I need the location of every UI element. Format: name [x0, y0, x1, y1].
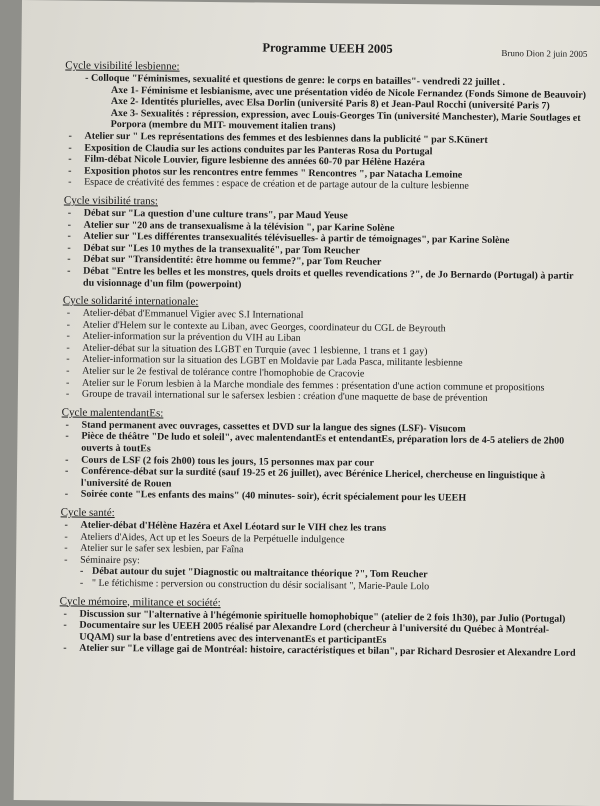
list-item: - Atelier-débat d'Hélène Hazéra et Axel Léotard sur le VIH chez les trans: [62, 519, 582, 536]
section-heading: Cycle santé:: [60, 506, 115, 519]
section-item-list: [65, 207, 586, 294]
list-item: - Atelier-information sur la situation des LGBT en Moldavie par Lada Pasca, militante lesbienne: [64, 354, 584, 371]
list-item: - Débat "Entre les belles et les monstres, quels droits et quelles revendications ?", de Jo Bernardo (Portugal) à partir du visionnage d'un film (powerpoint): [65, 265, 585, 294]
program-section: [65, 194, 586, 294]
list-item: - Atelier sur le safer sex lesbien, par Faîna: [62, 543, 582, 560]
list-item: - Documentaire sur les UEEH 2005 réalisé par Alexandre Lord (chercheur à l'université du Québec à Montréal- UQAM) sur la base d'entretiens avec des intervenantEs et participantEs: [61, 620, 581, 649]
list-item: - Cours de LSF (2 fois 2h00) tous les jours, 15 personnes max par cour: [63, 454, 583, 471]
list-item: - Atelier d'Helem sur le contexte au Liban, avec Georges, coordinateur du CGL de Beyrouth: [65, 319, 585, 336]
program-section: [61, 595, 582, 660]
list-item: - Atelier sur "Les différentes transexualités télévisuelles- à partir de témoignages", par Karine Solène: [65, 231, 585, 248]
list-item: - " Le fétichisme : perversion ou construction du désir socialisant ", Marie-Paule Lolo: [62, 577, 582, 594]
section-heading: Cycle visibilité trans:: [63, 194, 159, 208]
list-item: - Espace de créativité des femmes : espace de création et de partage autour de la culture lesbienne: [66, 177, 586, 194]
list-item: - Atelier-débat sur la situation des LGBT en Turquie (avec 1 lesbienne, 1 trans et 1 gay): [64, 342, 584, 359]
list-item: - Conférence-débat sur la surdité (sauf 19-25 et 26 juillet), avec Bérénice Lhericel, chercheuse en linguistique à l'université de Rouen: [63, 466, 583, 495]
list-item: - Débat sur "Transidentité: être homme ou femme?", par Tom Reucher: [65, 254, 585, 271]
list-item: - Atelier sur le 2e festival de tolérance contre l'homophobie de Cracovie: [64, 366, 584, 383]
list-item: - Stand permanent avec ouvrages, cassettes et DVD sur la langue des signes (LSF)- Visucom: [63, 419, 583, 436]
list-item: - Débat sur "La question d'une culture trans", par Maud Yeuse: [66, 207, 586, 224]
list-item: Axe 2- Identités plurielles, avec Elsa Dorlin (université Paris 8) et Jean-Paul Rocchi (université Paris 7): [110, 96, 550, 112]
list-item: - Atelier sur "Le village gai de Montréal: histoire, caractéristiques et bilan", par Richard Desrosier et Alexandre Lord: [61, 643, 581, 660]
section-item-list: [61, 608, 581, 660]
section-heading: Cycle mémoire, militance et société:: [59, 594, 221, 609]
list-item: - Atelier-débat d'Emmanuel Vigier avec S.I International: [65, 308, 585, 325]
list-item: - Atelier sur le Forum lesbien à la Marche mondiale des femmes : présentation d'une action commune et propositions: [64, 377, 584, 394]
section-item-list: [66, 72, 587, 193]
section-item-list: [62, 519, 583, 594]
document-title: Programme UEEH 2005: [262, 40, 393, 56]
section-heading: Cycle malentendantEs:: [61, 406, 164, 420]
list-item: - Débat sur "Les 10 mythes de la transexualité", par Tom Reucher: [65, 242, 585, 259]
list-item: - Film-débat Nicole Louvier, figure lesbienne des années 60-70 par Hélène Hazéra: [66, 154, 586, 171]
section-item-list: [63, 419, 584, 506]
list-item: - Exposition de Claudia sur les actions conduites par les Panteras Rosa du Portugal: [66, 142, 586, 159]
list-item: - Exposition photos sur les rencontres entre femmes " Rencontres ", par Natacha Lemoine: [66, 165, 586, 182]
section-heading: Cycle solidarité internationale:: [62, 294, 199, 308]
list-item: Axe 3- Sexualités : répression, expression, avec Louis-Georges Tin (université Manchester), Marie Soutlages et Porpora (membre du MIT- mouvement italien trans): [110, 107, 581, 133]
list-item: - Colloque "Féminismes, sexualité et questions de genre: le corps en batailles"- vendredi 22 juillet .: [85, 72, 506, 89]
list-item: - Soirée conte "Les enfants des mains" (40 minutes- soir), écrit spécialement pour les UEEH: [63, 489, 583, 506]
list-item: - Atelier sur "20 ans de transexualisme à la télévision ", par Karine Solène: [66, 219, 586, 236]
list-item: - Groupe de travail international sur le safersex lesbien : création d'une maquette de base de prévention: [64, 389, 584, 406]
list-item: - Pièce de théâtre "De ludo et soleil", avec malentendantEs et entendantEs, préparation lors de 4-5 ateliers de 2h00 ouverts à toutEs: [63, 431, 583, 460]
program-section: [63, 406, 584, 506]
section-item-list: [64, 308, 585, 406]
section-heading: Cycle visibilité lesbienne:: [65, 59, 180, 73]
program-sections: [61, 59, 587, 659]
list-item: - Atelier-information sur la prévention du VIH au Liban: [64, 331, 584, 348]
paper-sheet: [14, 0, 600, 806]
document-body: [61, 38, 587, 659]
program-section: [62, 506, 583, 594]
list-item: - Séminaire psy:: [62, 554, 582, 571]
program-section: [66, 59, 587, 193]
program-section: [64, 295, 585, 406]
list-item: - Débat autour du sujet "Diagnostic ou maltraitance théorique ?", Tom Reucher: [62, 566, 582, 583]
author-date: Bruno Dion 2 juin 2005: [501, 48, 588, 59]
list-item: - Atelier sur " Les représentations des femmes et des lesbiennes dans la publicité " par S.Künert: [67, 130, 587, 147]
list-item: - Discussion sur "l'alternative à l'hégémonie spirituelle homophobique" (atelier de 2 fois 1h30), par Julio (Portugal): [62, 608, 582, 625]
list-item: Axe 1- Féminisme et lesbianisme, avec une présentation vidéo de Nicole Fernandez (Fonds Simone de Beauvoir): [111, 84, 587, 101]
list-item: - Ateliers d'Aides, Act up et les Soeurs de la Perpétuelle indulgence: [62, 531, 582, 548]
